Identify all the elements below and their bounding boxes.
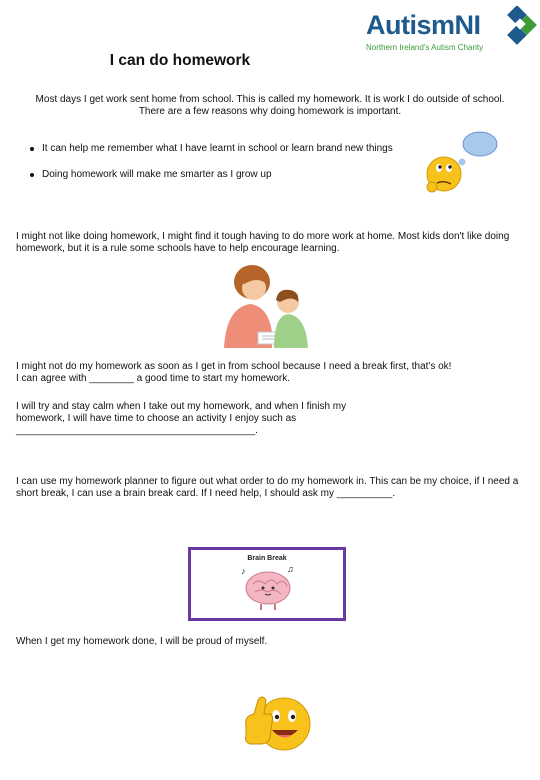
paragraph-break-first [16,361,526,385]
parent-child-homework-illustration [214,262,314,350]
paragraph-line: I can agree with ________ a good time to start my homework. [16,373,291,384]
logo-word-ni: NI [454,10,481,40]
paragraph-stay-calm [16,401,526,437]
thinking-smiley-icon [420,128,500,198]
intro-paragraph: Most days I get work sent home from school. This is called my homework. It is work I do outside of school. There are a few reasons why doing homework is important. [35,94,505,117]
svg-text:♫: ♫ [287,564,294,574]
list-item: Doing homework will make me smarter as I grow up [28,169,408,181]
svg-text:♪: ♪ [241,566,246,576]
logo-tagline: Northern Ireland's Autism Charity [366,43,484,52]
thumbs-up-smiley-icon [240,686,316,758]
reasons-list [28,143,408,195]
autism-ni-logo [362,6,538,58]
list-item: It can help me remember what I have learnt in school or learn brand new things [28,143,408,155]
paragraph-line: homework, I will have time to choose an activity I enjoy such as [16,413,297,424]
page-title: I can do homework [109,52,251,69]
paragraph-proud: When I get my homework done, I will be proud of myself. [16,636,268,647]
paragraph-line: I might not do my homework as soon as I get in from school because I need a break first, that's ok! [16,361,452,372]
paragraph-line: I will try and stay calm when I take out my homework, and when I finish my [16,401,347,412]
puzzle-diamond-icon [502,6,538,50]
paragraph-dislike-homework: I might not like doing homework, I might find it tough having to do more work at home. Most kids don't like doing homework, but it is a rule some schools have to help encourage learning. [16,231,510,254]
paragraph-line: ___________________________________________. [16,425,258,436]
logo-word-autism: Autism [366,10,455,40]
brain-character-icon [237,564,299,614]
paragraph-homework-planner: I can use my homework planner to figure out what order to do my homework in. This can be my choice, if I need a short break, I can use a brain break card. If I need help, I should ask my __________. [16,476,519,499]
brain-break-card [188,547,346,621]
brain-break-label: Brain Break [247,555,287,562]
logo-wordmark [366,10,481,41]
